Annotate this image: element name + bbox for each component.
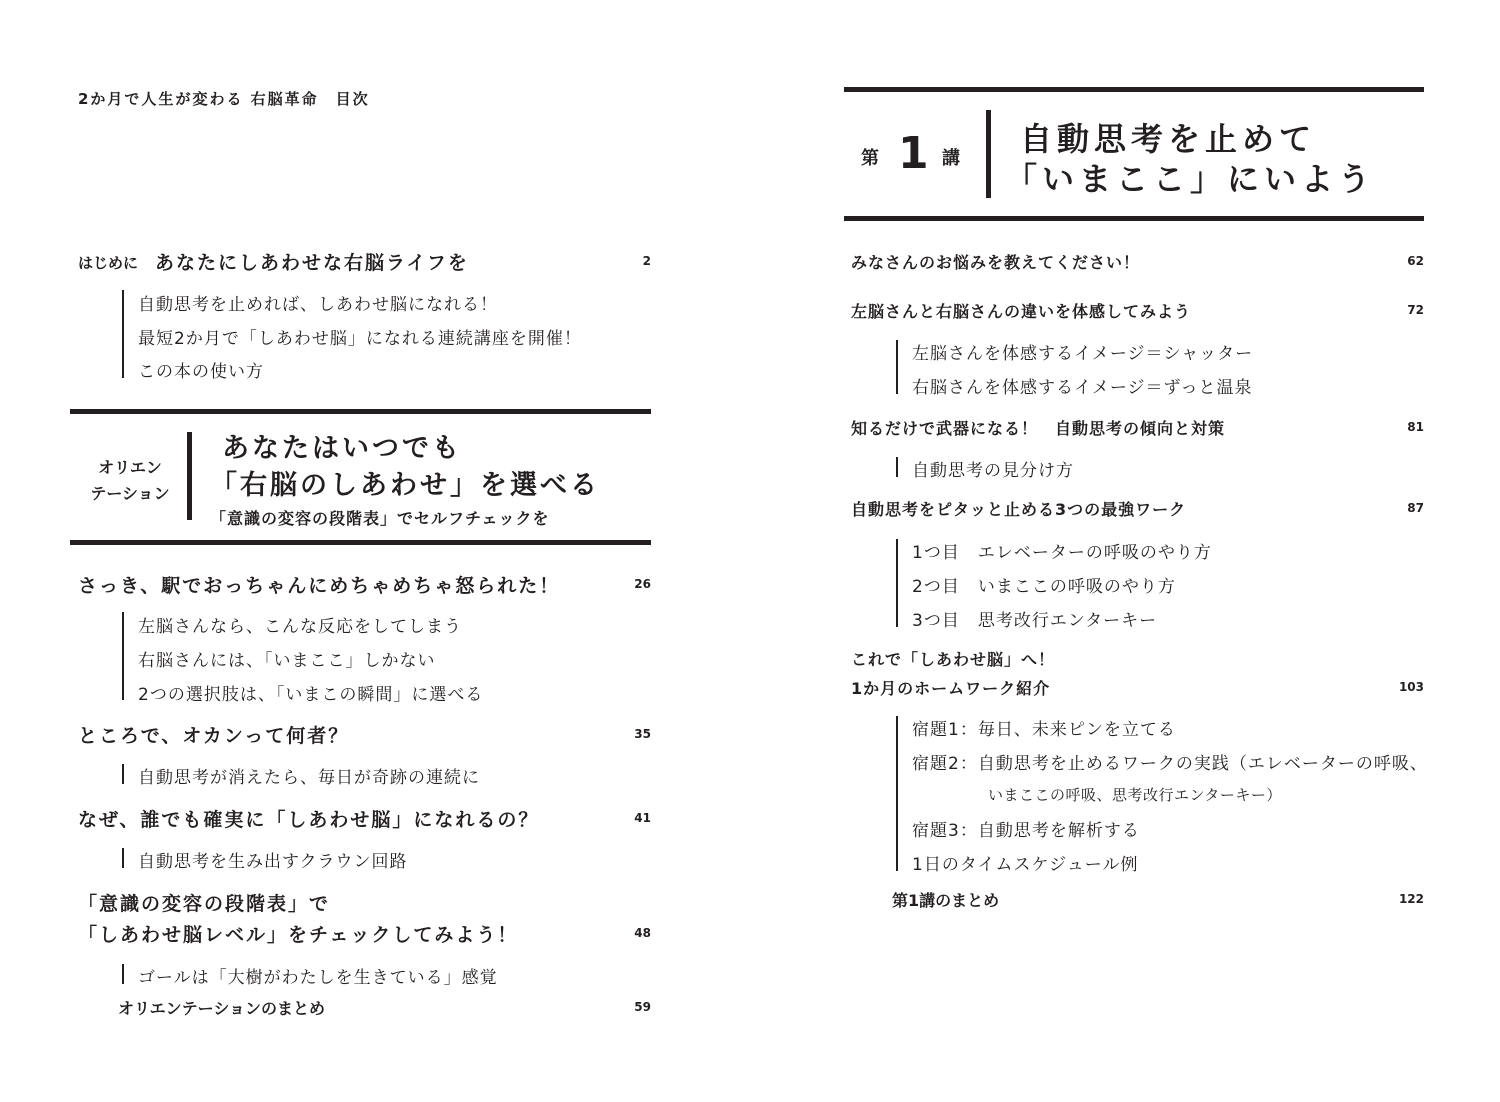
sub-item[interactable]: 1日のタイムスケジュール例 <box>912 855 1139 875</box>
chapter-title-line1: 自動思考を止めて <box>1020 120 1317 158</box>
chapter-divider <box>986 110 991 198</box>
section-page: 103 <box>1398 680 1424 694</box>
section-page: 62 <box>1407 254 1424 268</box>
chapter-suffix: 講 <box>942 148 960 169</box>
section-title[interactable]: ところで、オカンって何者？ <box>78 725 350 747</box>
section-title-line1[interactable]: 「意識の変容の段階表」で <box>78 893 331 915</box>
sub-item[interactable]: 2つ目 いまここの呼吸のやり方 <box>912 577 1176 597</box>
sub-bar <box>896 340 898 394</box>
section-page: 81 <box>1407 420 1424 434</box>
orientation-title-line2: 「右脳のしあわせ」を選べる <box>210 470 600 501</box>
intro-sub-1[interactable]: 自動思考を止めれば、しあわせ脳になれる！ <box>138 295 498 315</box>
orientation-subtitle: 「意識の変容の段階表」でセルフチェックを <box>210 509 550 528</box>
section-title-line1[interactable]: これで「しあわせ脳」へ！ <box>851 650 1056 669</box>
sub-item[interactable]: 2つの選択肢は、「いまこの瞬間」に選べる <box>138 685 484 705</box>
section-title-line2[interactable]: 1か月のホームワーク紹介 <box>851 679 1051 698</box>
sub-item[interactable]: 宿題3：自動思考を解析する <box>912 821 1140 841</box>
section-title[interactable]: 左脳さんと右脳さんの違いを体感してみよう <box>851 302 1192 321</box>
chapter-top-rule <box>844 87 1424 92</box>
section-title[interactable]: なぜ、誰でも確実に「しあわせ脳」になれるの？ <box>78 809 540 831</box>
section-title[interactable]: 知るだけで武器になる！ 自動思考の傾向と対策 <box>851 419 1226 438</box>
intro-sub-3[interactable]: この本の使い方 <box>138 362 264 382</box>
orientation-top-rule <box>70 409 651 414</box>
sub-bar <box>122 848 124 868</box>
summary-page: 122 <box>1398 892 1424 906</box>
sub-item[interactable]: 3つ目 思考改行エンターキー <box>912 611 1158 631</box>
sub-bar <box>122 964 124 984</box>
orientation-label-line2: テーション <box>90 484 170 503</box>
sub-item[interactable]: 左脳さんを体感するイメージ＝シャッター <box>912 344 1254 364</box>
sub-item[interactable]: 宿題1：毎日、未来ピンを立てる <box>912 720 1176 740</box>
sub-item[interactable]: 右脳さんを体感するイメージ＝ずっと温泉 <box>912 378 1253 398</box>
sub-bar <box>122 764 124 784</box>
orientation-title-line1: あなたはいつでも <box>222 433 462 464</box>
sub-bar <box>896 457 898 477</box>
intro-sub-bar <box>122 290 124 378</box>
sub-item[interactable]: 左脳さんなら、こんな反応をしてしまう <box>138 617 462 637</box>
section-page: 35 <box>634 727 651 741</box>
intro-sub-2[interactable]: 最短2か月で「しあわせ脳」になれる連続講座を開催！ <box>138 329 582 349</box>
section-title[interactable]: さっき、駅でおっちゃんにめちゃめちゃ怒られた！ <box>78 575 561 597</box>
section-page: 48 <box>634 926 651 940</box>
orientation-label-line1: オリエン <box>98 458 162 477</box>
intro-page: 2 <box>642 254 651 268</box>
orientation-divider <box>187 432 192 520</box>
orientation-bottom-rule <box>70 540 651 545</box>
chapter-number: 1 <box>898 128 929 179</box>
section-page: 41 <box>634 811 651 825</box>
section-page: 26 <box>634 577 651 591</box>
chapter-bottom-rule <box>844 216 1424 221</box>
section-title-line2[interactable]: 「しあわせ脳レベル」をチェックしてみよう！ <box>78 924 519 946</box>
sub-item[interactable]: 宿題2：自動思考を止めるワークの実践（エレベーターの呼吸、 <box>912 754 1428 774</box>
section-page: 72 <box>1407 303 1424 317</box>
sub-item[interactable]: 自動思考を生み出すクラウン回路 <box>138 852 408 872</box>
intro-label: はじめに <box>78 254 139 272</box>
sub-item[interactable]: 自動思考の見分け方 <box>912 461 1074 481</box>
chapter-summary[interactable]: 第1講のまとめ <box>892 891 1000 910</box>
section-title[interactable]: 自動思考をピタッと止める3つの最強ワーク <box>851 500 1187 519</box>
section-page: 87 <box>1407 501 1424 515</box>
chapter-title-line2: 「いまここ」にいよう <box>1005 160 1376 198</box>
sub-item[interactable]: 自動思考が消えたら、毎日が奇跡の連続に <box>138 768 480 788</box>
summary-page: 59 <box>634 1000 651 1014</box>
sub-bar <box>896 539 898 627</box>
sub-item[interactable]: ゴールは「大樹がわたしを生きている」感覚 <box>138 968 498 988</box>
chapter-prefix: 第 <box>861 148 879 169</box>
sub-bar <box>122 612 124 700</box>
sub-item[interactable]: 1つ目 エレベーターの呼吸のやり方 <box>912 543 1212 563</box>
section-title[interactable]: みなさんのお悩みを教えてください！ <box>851 253 1141 272</box>
sub-item-continued[interactable]: いまここの呼吸、思考改行エンターキー） <box>988 786 1282 804</box>
orientation-summary[interactable]: オリエンテーションのまとめ <box>118 999 326 1018</box>
book-title: 2か月で人生が変わる 右脳革命 目次 <box>78 90 370 108</box>
intro-title[interactable]: あなたにしあわせな右脳ライフを <box>155 252 469 274</box>
sub-item[interactable]: 右脳さんには、「いまここ」しかない <box>138 651 436 671</box>
sub-bar <box>896 716 898 871</box>
